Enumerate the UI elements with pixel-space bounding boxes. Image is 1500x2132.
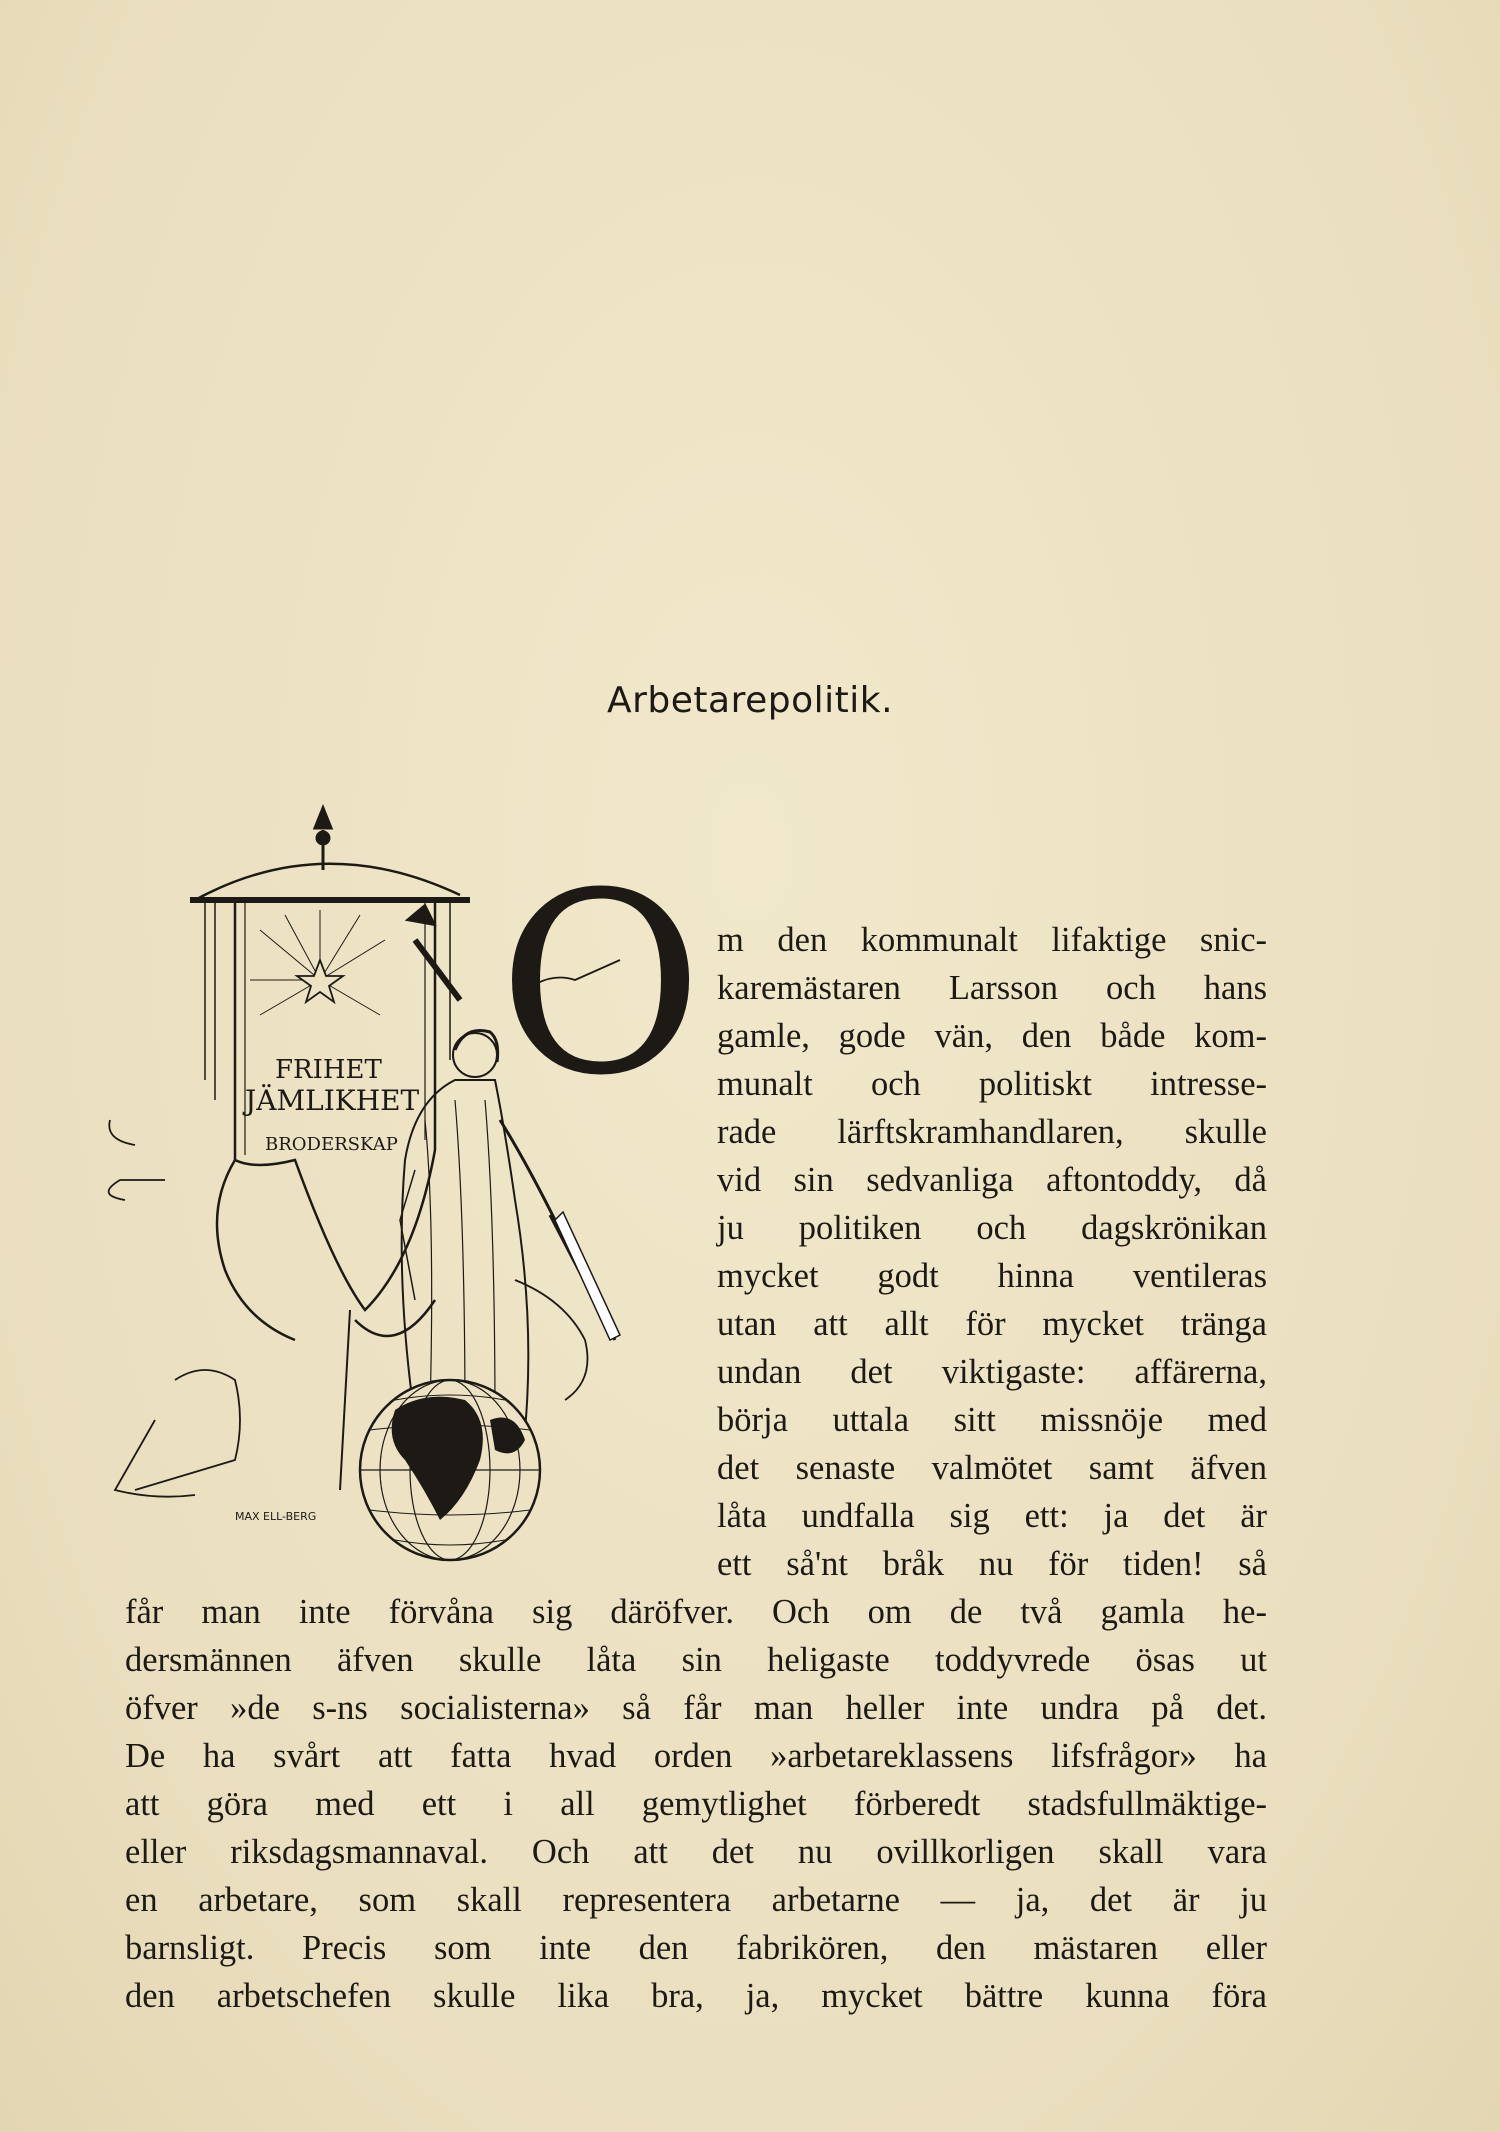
banner-pole — [190, 808, 470, 900]
banner-word-1: FRIHET — [275, 1055, 382, 1085]
text-line: en arbetare, som skall representera arbetarne — ja, det är ju — [125, 1881, 1267, 1919]
text-line: att göra med ett i all gemytlighet förberedt stadsfullmäktige- — [125, 1785, 1267, 1823]
text-line: öfver »de s-ns socialisterna» så får man heller inte undra på det. — [125, 1689, 1267, 1727]
text-line: dersmännen äfven skulle låta sin heligaste toddyvrede ösas ut — [125, 1641, 1267, 1679]
text-line: undan det viktigaste: affärerna, — [717, 1353, 1267, 1391]
text-line: karemästaren Larsson och hans — [717, 969, 1267, 1007]
text-line: De ha svårt att fatta hvad orden »arbetareklassens lifsfrågor» ha — [125, 1737, 1267, 1775]
banner-word-3: BRODERSKAP — [265, 1134, 398, 1155]
text-line: börja uttala sitt missnöje med — [717, 1401, 1267, 1439]
text-line: barnsligt. Precis som inte den fabrikören, den mästaren eller — [125, 1929, 1267, 1967]
signature: MAX ELL-BERG — [235, 1510, 317, 1523]
text-line: m den kommunalt lifaktige snic- — [717, 921, 1267, 959]
chapter-title: Arbetarepolitik. — [606, 680, 894, 721]
banner-word-2: JÄMLIKHET — [245, 1084, 420, 1117]
text-line: utan att allt för mycket tränga — [717, 1305, 1267, 1343]
text-line: ju politiken och dagskrönikan — [717, 1209, 1267, 1247]
text-line: mycket godt hinna ventileras — [717, 1257, 1267, 1295]
text-line: munalt och politiskt intresse- — [717, 1065, 1267, 1103]
text-line: låta undfalla sig ett: ja det är — [717, 1497, 1267, 1535]
text-line: ett så'nt bråk nu för tiden! så — [717, 1545, 1267, 1583]
text-line: den arbetschefen skulle lika bra, ja, mycket bättre kunna föra — [125, 1977, 1267, 2015]
text-line: eller riksdagsmannaval. Och att det nu ovillkorligen skall vara — [125, 1833, 1267, 1871]
globe — [360, 1380, 540, 1560]
text-line: får man inte förvåna sig däröfver. Och om de två gamla he- — [125, 1593, 1267, 1631]
text-line: det senaste valmötet samt äfven — [717, 1449, 1267, 1487]
drop-cap: O — [498, 839, 703, 1130]
sunburst — [250, 910, 385, 1015]
text-line: gamle, gode vän, den både kom- — [717, 1017, 1267, 1055]
text-line: rade lärftskramhandlaren, skulle — [717, 1113, 1267, 1151]
text-line: vid sin sedvanliga aftontoddy, då — [717, 1161, 1267, 1199]
